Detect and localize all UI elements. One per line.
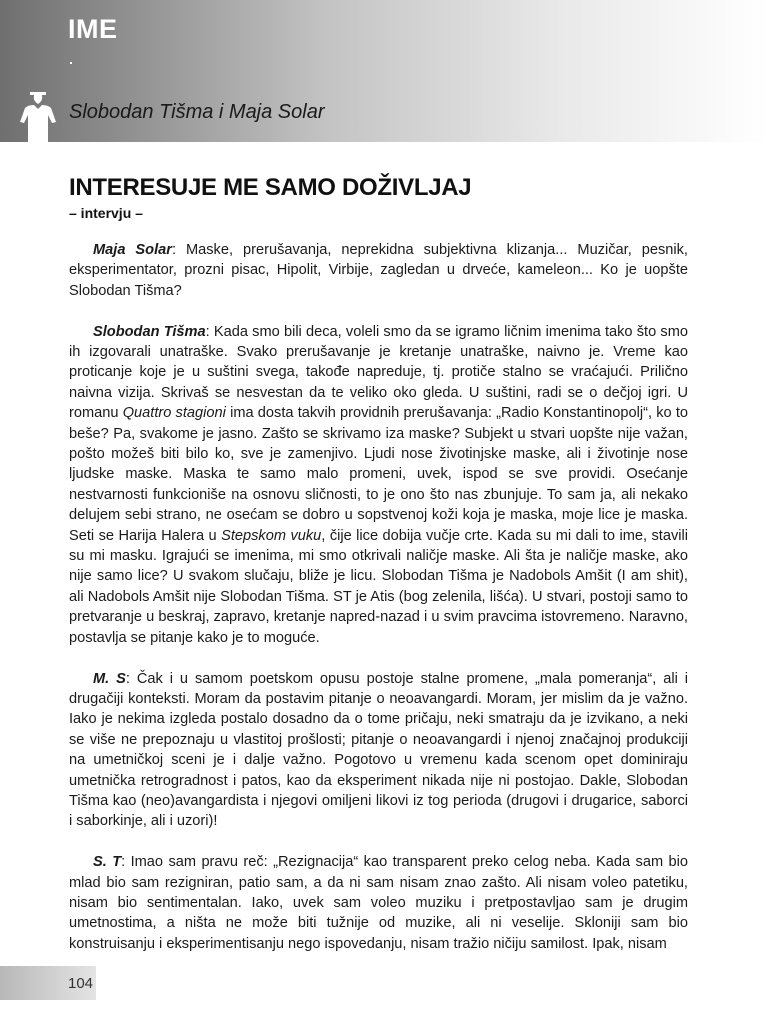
paragraph xyxy=(69,240,688,301)
paragraph xyxy=(69,852,688,954)
speaker-name: M. S xyxy=(93,670,126,687)
article-body xyxy=(69,240,688,975)
speaker-name: Maja Solar xyxy=(93,242,172,258)
paragraph-text: : Čak i u samom poetskom opusu postoje stalne promene, „mala pomeranja“, ali i drugačiji konteksti. Moram da postavim pitanje o neoavangardi. Moram, jer mislim da je važno. Iako je nekima izgleda postalo dosadno da o tome pričaju, neki smatraju da je izvikano, a neki se više ne prepoznaju u vlastitoj prošlosti; pitanje o neoavangardi i njenoj značajnoj produkciji na umetničkoj sceni je i dalje važno. Pogotovo u vremenu kada scenom opet dominiraju umetnička retrogradnost i patos, kao da eksperiment nikada nije ni postojao. Dakle, Slobodan Tišma kao (neo)avangardista i njegovi omiljeni likovi iz tog perioda (drugovi i drugarice, saborci i saborkinje, ali i uzori)! xyxy=(69,670,689,830)
book-title: Quattro stagioni xyxy=(122,405,226,422)
paragraph-text: : Imao sam pravu reč: „Rezignacija“ kao transparent preko celog neba. Kada sam bio mlad bio sam rezigniran, patio sam, a da ni sam nisam znao zašto. Ali nisam voleo patetiku, nisam bio sentimentalan. Iako, uvek sam voleo muziku i pretpostavljao sam je drugim umetnostima, a ništa ne može biti tužnije od muzike, ali ni veselije. Skloniji sam bio konstruisanju i eksperimentisanju nego ispovedanju, nisam tražio ničiju samilost. Ipak, nisam xyxy=(69,854,688,952)
paragraph-text: : Kada smo bili deca, voleli smo da se igramo ličnim imenima tako što smo ih izgovarali unatraške. Svako prerušavanje je kretanje unatraške, naivno je. Vreme kao proticanje koje je u suštini svega, takođe napreduje, tj. protiče stalno se vraćajući. Prilično naivna vizija. Skrivaš se nesvestan da te veliko oko gleda. U suštini, radi se o dečjoj igri. U romanu xyxy=(69,323,688,422)
speaker-name: Slobodan Tišma xyxy=(93,323,206,340)
book-title: Stepskom vuku xyxy=(221,527,322,544)
paragraph-text: , čije lice dobija vučje crte. Kada su mi dali to ime, stavili su mi masku. Igrajući se imenima, mi smo otkrivali naličje maske. Ali šta je naličje maske, ako nije samo lice? U svakom slučaju, bliže je licu. Slobodan Tišma je Nadobols Amšit (I am shit), ali Nadobols Amšit nije Slobodan Tišma. ST je Atis (bog zelenila, lišća). U stvari, postoji samo to pretvaranje u beskraj, zapravo, kretanje napred-nazad i u svim pravcima istovremeno. Naravno, postavlja se pitanje kako je to moguće. xyxy=(69,527,688,646)
paragraph xyxy=(69,669,688,832)
page-number: 104 xyxy=(68,975,94,992)
figure-silhouette-icon xyxy=(16,86,60,142)
speaker-name: S. T xyxy=(93,854,122,871)
paragraph-text: ima dosta takvih providnih prerušavanja: „Radio Konstantinopolj“, ko to beše? Pa, svakome je jasno. Zašto se skrivamo iza maske? Subjekt u stvari uopšte nije važan, pošto možeš biti bilo ko, sve je zamenjivo. Ljudi nose životinjske maske, ali i životinje nose ljudske maske. Maska te samo malo promeni, uvek, ispod se sve providi. Osećanje nestvarnosti funkcioniše na osnovu sličnosti, to je ono što nas zbunjuje. To sam ja, ali nekako delujem sebi strano, ne osećam se dobro u sopstvenoj koži koja je maska, moje lice je maska. Seti se Harija Halera u xyxy=(69,405,688,544)
article-title: INTERESUJE ME SAMO DOŽIVLJAJ xyxy=(69,174,472,201)
paragraph xyxy=(69,322,688,649)
header-dot xyxy=(70,62,72,64)
section-label: IME xyxy=(68,14,118,44)
article-subtitle: – intervju – xyxy=(69,205,143,221)
paragraph-text: : Maske, prerušavanja, neprekidna subjektivna klizanja... Muzičar, pesnik, eksperimentator, prozni pisac, Hipolit, Virbije, zagledan u drveće, kameleon... Ko je uopšte Slobodan Tišma? xyxy=(69,242,688,299)
article-authors: Slobodan Tišma i Maja Solar xyxy=(69,101,325,123)
